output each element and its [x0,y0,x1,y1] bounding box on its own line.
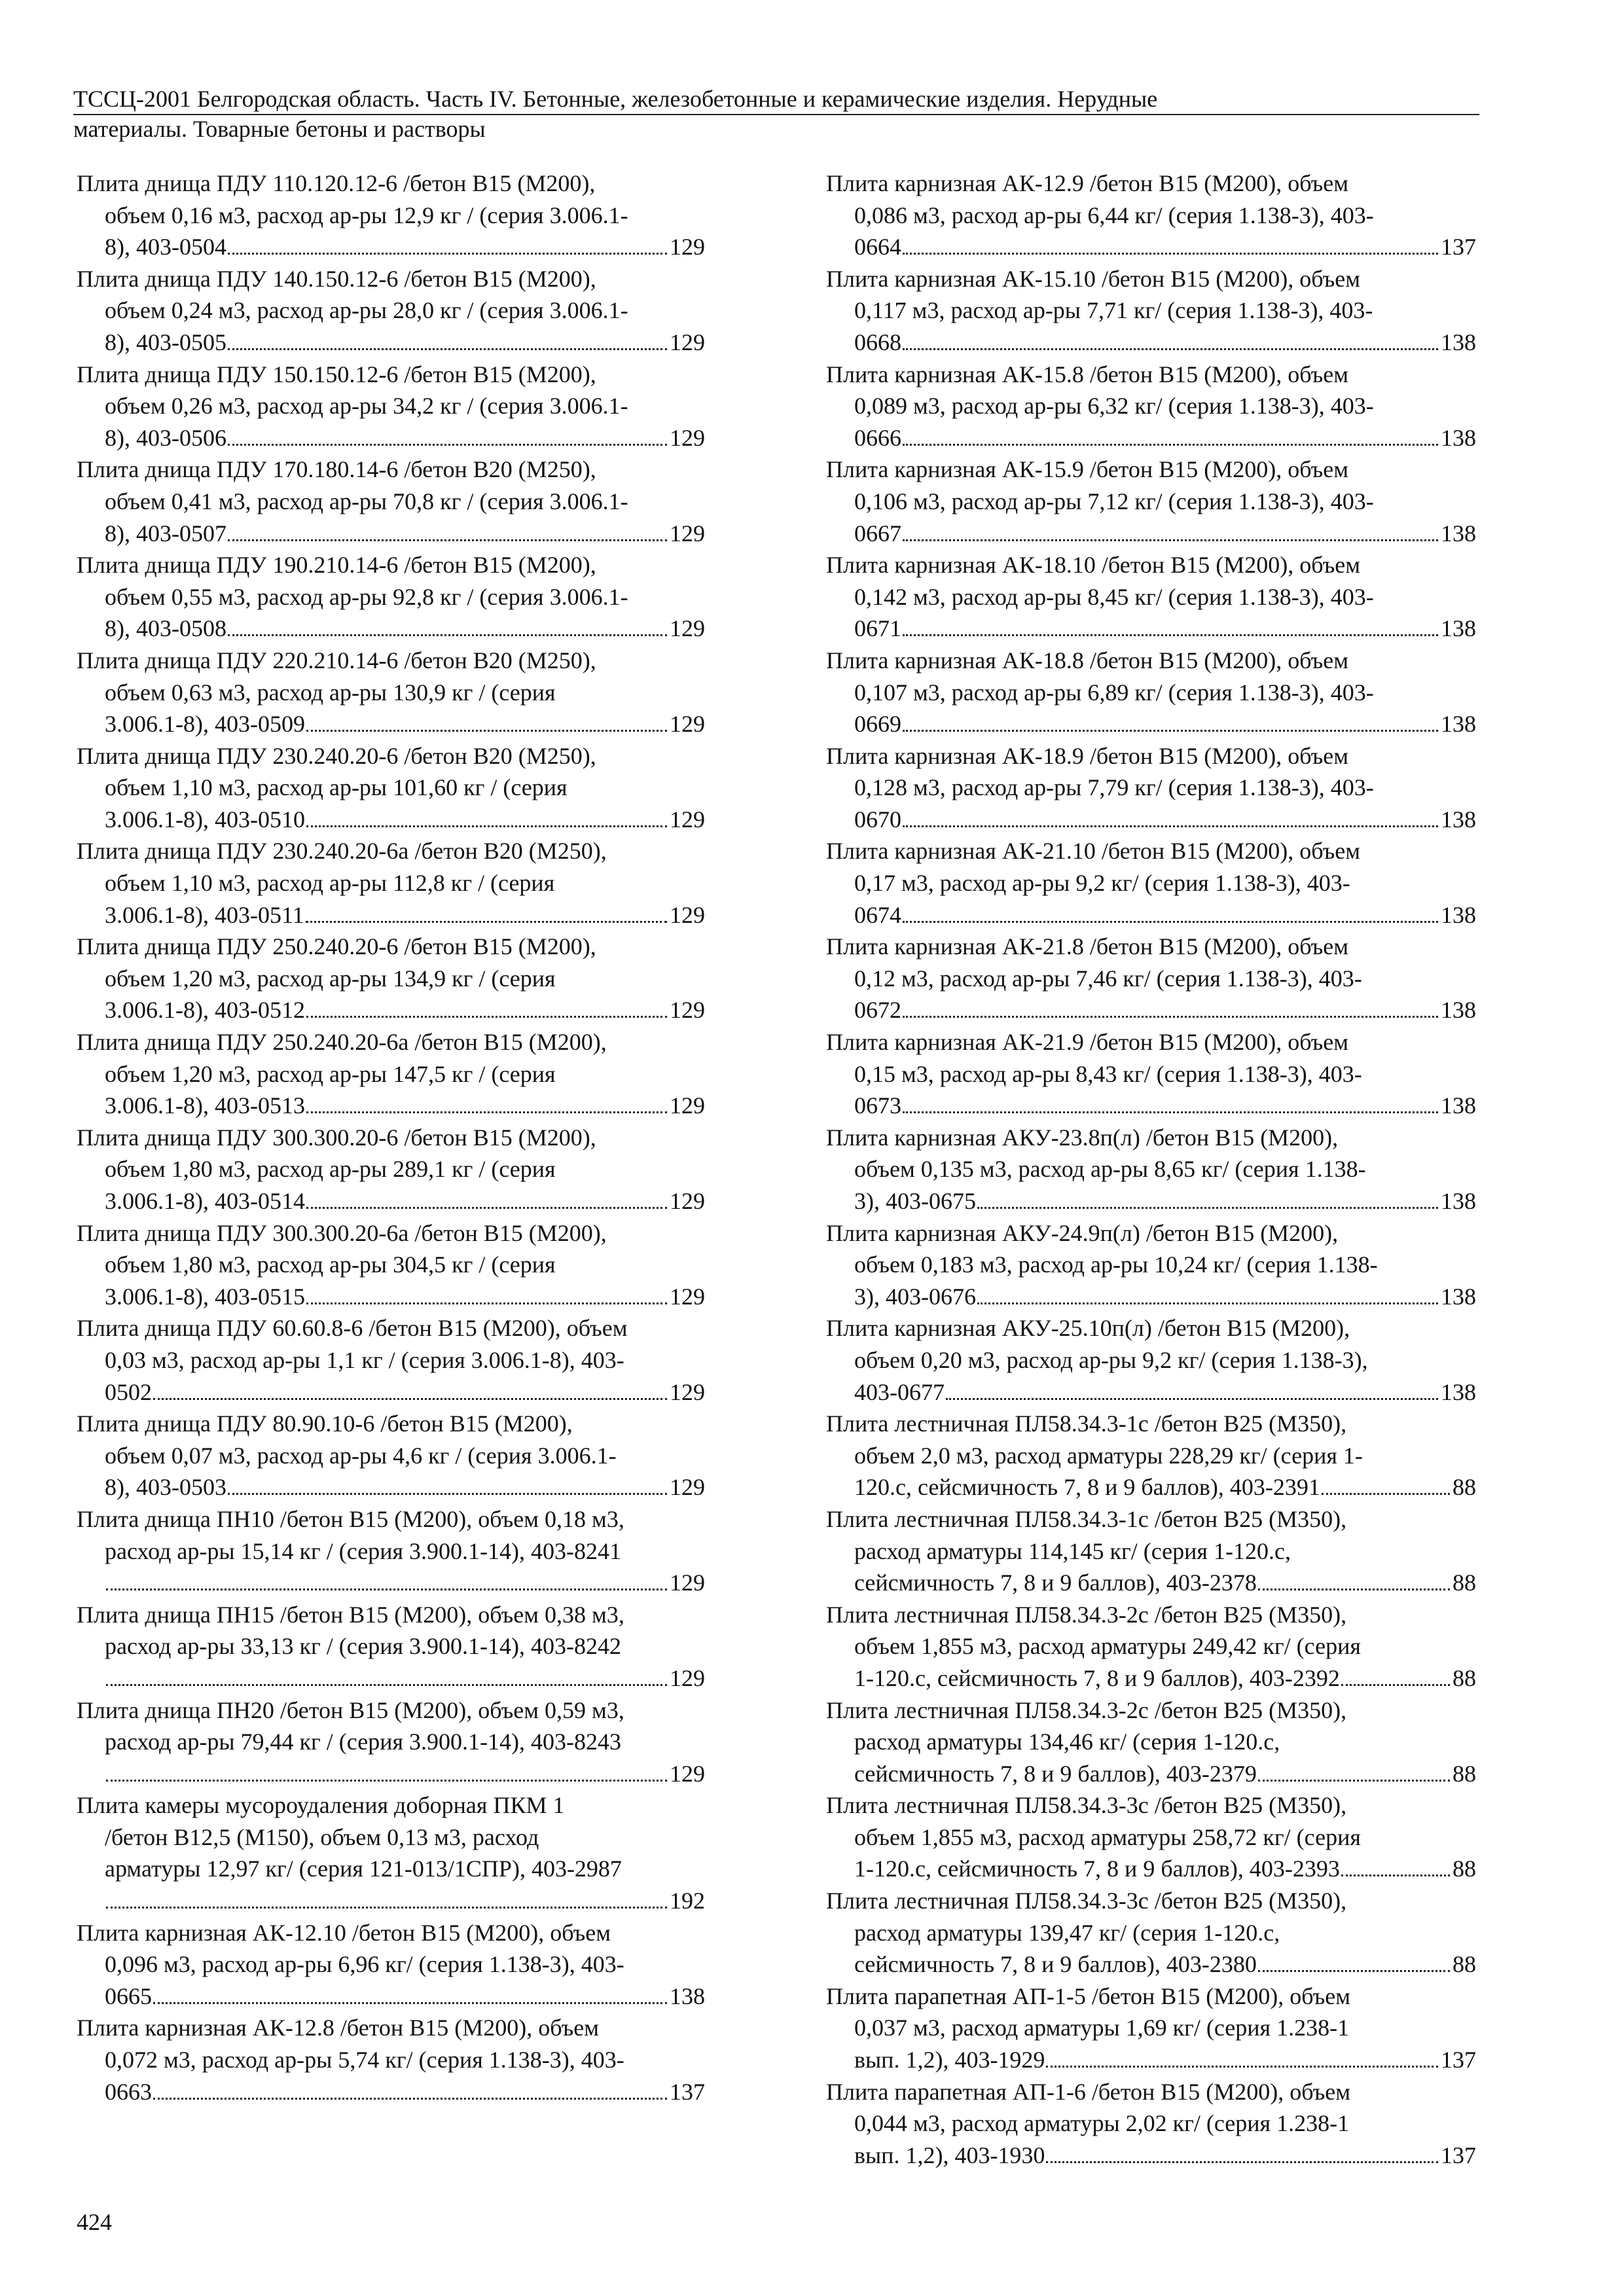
entry-line: объем 1,10 м3, расход ар-ры 112,8 кг / (серия [105,870,555,897]
entry-page-ref: 138 [1441,711,1476,738]
entry-line: Плита днища ПДУ 250.240.20-6 /бетон В15 (М200), [77,933,596,960]
entry-line: Плита днища ПН15 /бетон В15 (М200), объем 0,38 м3, [77,1601,624,1628]
dot-leader [1258,1780,1450,1782]
dot-leader [903,634,1438,636]
index-entry [77,1917,705,2013]
entry-line: объем 0,26 м3, расход ар-ры 34,2 кг / (серия 3.006.1- [105,393,628,420]
index-entry [826,168,1476,263]
entry-tail [854,1853,1476,1885]
index-entry [826,1503,1476,1599]
entry-tail [854,613,1476,645]
entry-page-ref: 138 [1441,520,1476,547]
entry-tail [105,1471,705,1503]
entry-tail-text: 3.006.1-8), 403-0511 [105,901,304,928]
index-entry [826,1981,1476,2076]
entry-tail-text: 3.006.1-8), 403-0513 [105,1092,305,1119]
entry-page-ref: 192 [670,1888,705,1914]
entry-page-ref: 129 [670,520,705,547]
entry-line: объем 0,135 м3, расход ар-ры 8,65 кг/ (серия 1.138- [854,1156,1366,1183]
dot-leader [228,539,667,541]
entry-tail-text: 3.006.1-8), 403-0510 [105,806,305,833]
entry-tail-text: 3), 403-0676 [854,1283,976,1310]
entry-page-ref: 138 [1441,329,1476,355]
entry-tail-text: 8), 403-0505 [105,329,226,355]
dot-leader [306,921,667,923]
entry-page-ref: 138 [1441,615,1476,642]
entry-page-ref: 129 [670,329,705,355]
entry-tail [854,1090,1476,1122]
entry-line: расход ар-ры 15,14 кг / (серия 3.900.1-14), 403-8241 [105,1537,621,1564]
index-entry [826,1026,1476,1122]
entry-tail-text: вып. 1,2), 403-1930 [854,2142,1045,2168]
entry-line: Плита днища ПДУ 110.120.12-6 /бетон В15 (М200), [77,170,596,196]
index-entry [826,1217,1476,1313]
entry-line: объем 1,20 м3, расход ар-ры 147,5 кг / (серия [105,1060,556,1087]
dot-leader [153,1398,667,1400]
index-entry [77,835,705,931]
entry-tail [105,231,705,263]
entry-line: расход ар-ры 79,44 кг / (серия 3.900.1-14), 403-8243 [105,1729,621,1755]
entry-tail [105,2076,705,2108]
index-entry [826,645,1476,740]
entry-line: Плита лестничная ПЛ58.34.3-3с /бетон В25 (М350), [826,1888,1347,1914]
dot-leader [306,1302,667,1304]
entry-page-ref: 129 [670,1474,705,1501]
index-entry [77,740,705,836]
dot-leader [228,1493,667,1495]
index-entry [826,1122,1476,1217]
entry-tail-text: 3), 403-0675 [854,1188,976,1214]
entry-tail-text: 3.006.1-8), 403-0512 [105,997,305,1024]
index-entry [826,931,1476,1026]
entry-line: объем 0,41 м3, расход ар-ры 70,8 кг / (серия 3.006.1- [105,488,628,514]
entry-page-ref: 129 [670,1664,705,1691]
entry-line: Плита карнизная АК-21.9 /бетон В15 (М200), объем [826,1029,1348,1056]
dot-leader [1046,2066,1438,2068]
entry-tail [105,422,705,454]
entry-tail-text: 0672 [854,997,901,1024]
entry-tail [105,518,705,550]
entry-line: Плита днища ПДУ 190.210.14-6 /бетон В15 (М200), [77,552,596,579]
entry-page-ref: 129 [670,1378,705,1405]
index-entry [77,645,705,740]
entry-tail [105,1662,705,1695]
index-entry [826,1789,1476,1885]
entry-page-ref: 129 [670,234,705,260]
entry-line: Плита карнизная АКУ-25.10п(л) /бетон В15 (М200), [826,1315,1350,1342]
index-entry [77,1408,705,1503]
entry-tail [105,899,705,931]
dot-leader [1258,1588,1450,1590]
index-entry [826,1408,1476,1503]
entry-line: объем 0,24 м3, расход ар-ры 28,0 кг / (серия 3.006.1- [105,297,628,324]
entry-line: Плита днища ПДУ 170.180.14-6 /бетон В20 (М250), [77,456,596,483]
entry-page-ref: 88 [1453,1474,1476,1501]
dot-leader [1322,1493,1450,1495]
entry-line: Плита камеры мусороудаления доборная ПКМ 1 [77,1792,565,1819]
entry-tail [105,613,705,645]
entry-tail [854,1281,1476,1313]
entry-line: 0,15 м3, расход ар-ры 8,43 кг/ (серия 1.138-3), 403- [854,1060,1362,1087]
entry-tail-text: 0664 [854,234,901,260]
entry-tail [854,1662,1476,1695]
entry-line: Плита карнизная АК-21.10 /бетон В15 (М200), объем [826,838,1360,865]
dot-leader [903,1016,1438,1018]
entry-tail-text: 0667 [854,520,901,547]
dot-leader [306,1207,667,1209]
entry-page-ref: 129 [670,1092,705,1119]
entry-line: Плита карнизная АКУ-23.8п(л) /бетон В15 (М200), [826,1124,1339,1151]
entry-line: 0,072 м3, расход ар-ры 5,74 кг/ (серия 1.138-3), 403- [105,2047,624,2073]
entry-page-ref: 138 [1441,424,1476,451]
entry-tail-text: 0502 [105,1378,152,1405]
dot-leader [903,730,1438,732]
dot-leader [903,253,1438,255]
index-column-right [826,168,1476,2171]
entry-line: 0,037 м3, расход арматуры 1,69 кг/ (серия 1.238-1 [854,2015,1350,2041]
index-entry [77,359,705,454]
dot-leader [903,539,1438,541]
entry-tail [105,708,705,740]
entry-page-ref: 138 [670,1982,705,2009]
entry-page-ref: 129 [670,1188,705,1214]
index-entry [77,1217,705,1313]
entry-page-ref: 138 [1441,1092,1476,1119]
entry-tail-text: 8), 403-0507 [105,520,226,547]
entry-line: объем 0,20 м3, расход ар-ры 9,2 кг/ (серия 1.138-3), [854,1346,1368,1373]
entry-tail [854,804,1476,836]
entry-tail [854,422,1476,454]
index-entry [826,549,1476,645]
entry-tail-text: 0665 [105,1982,152,2009]
entry-tail-text: 1-120.с, сейсмичность 7, 8 и 9 баллов), 403-2392 [854,1664,1340,1691]
dot-leader [306,730,667,732]
entry-tail [105,1758,705,1790]
entry-tail-text: 0666 [854,424,901,451]
dot-leader [903,348,1438,350]
entry-line: объем 1,855 м3, расход арматуры 258,72 кг/ (серия [854,1823,1361,1850]
index-entry [826,1695,1476,1790]
index-entry [77,454,705,549]
dot-leader [946,1398,1438,1400]
dot-leader [228,348,667,350]
entry-tail [105,1885,705,1917]
index-entry [826,1599,1476,1695]
index-column-left [77,168,705,2108]
entry-page-ref: 88 [1453,1856,1476,1882]
entry-line: Плита днища ПДУ 150.150.12-6 /бетон В15 (М200), [77,361,596,387]
entry-tail-text: 120.с, сейсмичность 7, 8 и 9 баллов), 403-2391 [854,1474,1320,1501]
entry-line: объем 2,0 м3, расход арматуры 228,29 кг/ (серия 1- [854,1442,1363,1469]
entry-line: расход арматуры 139,47 кг/ (серия 1-120.с, [854,1919,1280,1946]
entry-tail [854,2044,1476,2076]
entry-line: Плита карнизная АК-18.8 /бетон В15 (М200), объем [826,647,1348,673]
index-entry [77,2012,705,2108]
dot-leader [903,444,1438,446]
entry-page-ref: 138 [1441,901,1476,928]
entry-tail-text: 8), 403-0508 [105,615,226,642]
entry-line: расход арматуры 134,46 кг/ (серия 1-120.с, [854,1729,1280,1755]
entry-line: Плита карнизная АК-18.10 /бетон В15 (М200), объем [826,552,1360,579]
entry-page-ref: 137 [1441,2142,1476,2168]
entry-line: Плита днища ПДУ 80.90.10-6 /бетон В15 (М200), [77,1410,573,1437]
entry-line: Плита днища ПДУ 230.240.20-6 /бетон В20 (М250), [77,742,596,769]
entry-line: объем 0,183 м3, расход ар-ры 10,24 кг/ (серия 1.138- [854,1251,1378,1278]
entry-tail [854,2140,1476,2172]
entry-page-ref: 88 [1453,1760,1476,1787]
entry-line: Плита карнизная АК-15.8 /бетон В15 (М200), объем [826,361,1348,387]
entry-page-ref: 88 [1453,1664,1476,1691]
entry-line: 0,117 м3, расход ар-ры 7,71 кг/ (серия 1.138-3), 403- [854,297,1373,324]
entry-line: объем 0,63 м3, расход ар-ры 130,9 кг / (серия [105,679,556,706]
entry-line: Плита днища ПДУ 300.300.20-6а /бетон В15 (М200), [77,1219,607,1246]
entry-tail [854,1185,1476,1217]
entry-line: 0,089 м3, расход ар-ры 6,32 кг/ (серия 1.138-3), 403- [854,393,1374,420]
entry-line: объем 1,80 м3, расход ар-ры 304,5 кг / (серия [105,1251,556,1278]
entry-line: Плита парапетная АП-1-5 /бетон В15 (М200), объем [826,1982,1351,2009]
dot-leader [306,825,667,827]
header-rule [73,114,1479,115]
entry-line: 0,17 м3, расход ар-ры 9,2 кг/ (серия 1.138-3), 403- [854,870,1350,897]
page-number: 424 [77,2209,112,2235]
index-entry [77,168,705,263]
entry-line: Плита днища ПДУ 250.240.20-6а /бетон В15 (М200), [77,1029,607,1056]
dot-leader [903,825,1438,827]
entry-line: Плита лестничная ПЛ58.34.3-1с /бетон В25 (М350), [826,1505,1347,1532]
entry-tail [105,1185,705,1217]
entry-line: Плита днища ПДУ 60.60.8-6 /бетон В15 (М200), объем [77,1315,628,1342]
index-entry [77,1026,705,1122]
index-entry [77,1503,705,1599]
entry-tail [105,1567,705,1599]
entry-line: расход арматуры 114,145 кг/ (серия 1-120.с, [854,1537,1291,1564]
header-line-2: материалы. Товарные бетоны и растворы [73,116,486,142]
entry-tail [854,1948,1476,1981]
entry-tail-text: 0673 [854,1092,901,1119]
entry-line: объем 0,55 м3, расход ар-ры 92,8 кг / (серия 3.006.1- [105,583,628,610]
entry-tail-text: 1-120.с, сейсмичность 7, 8 и 9 баллов), 403-2393 [854,1856,1340,1882]
entry-tail [854,231,1476,263]
entry-page-ref: 138 [1441,1378,1476,1405]
entry-tail-text: 8), 403-0506 [105,424,226,451]
entry-tail [854,994,1476,1026]
dot-leader [903,921,1438,923]
entry-line: Плита днища ПДУ 230.240.20-6а /бетон В20 (М250), [77,838,607,865]
entry-line: Плита карнизная АКУ-24.9п(л) /бетон В15 (М200), [826,1219,1339,1246]
entry-page-ref: 88 [1453,1570,1476,1596]
dot-leader [106,1907,667,1909]
entry-page-ref: 137 [1441,2047,1476,2073]
entry-page-ref: 137 [1441,234,1476,260]
entry-tail [105,1090,705,1122]
entry-line: расход ар-ры 33,13 кг / (серия 3.900.1-14), 403-8242 [105,1633,621,1660]
entry-line: Плита днища ПН10 /бетон В15 (М200), объем 0,18 м3, [77,1505,624,1532]
entry-line: объем 1,855 м3, расход арматуры 249,42 кг/ (серия [854,1633,1361,1660]
entry-line: Плита карнизная АК-18.9 /бетон В15 (М200), объем [826,742,1348,769]
index-entry [77,1122,705,1217]
entry-tail-text: 0671 [854,615,901,642]
dot-leader [306,1111,667,1113]
index-entry [77,1312,705,1408]
entry-page-ref: 129 [670,806,705,833]
entry-line: арматуры 12,97 кг/ (серия 121-013/1СПР), 403-2987 [105,1856,622,1882]
index-entry [77,1599,705,1695]
entry-line: 0,044 м3, расход арматуры 2,02 кг/ (серия 1.238-1 [854,2110,1350,2137]
entry-tail-text: 8), 403-0504 [105,234,226,260]
entry-tail-text: 3.006.1-8), 403-0514 [105,1188,305,1214]
entry-line: Плита лестничная ПЛ58.34.3-3с /бетон В25 (М350), [826,1792,1347,1819]
entry-page-ref: 138 [1441,1283,1476,1310]
entry-tail-text: сейсмичность 7, 8 и 9 баллов), 403-2379 [854,1760,1257,1787]
entry-line: Плита лестничная ПЛ58.34.3-2с /бетон В25 (М350), [826,1696,1347,1723]
index-entry [826,2076,1476,2172]
entry-line: 0,03 м3, расход ар-ры 1,1 кг / (серия 3.006.1-8), 403- [105,1346,624,1373]
dot-leader [153,2098,667,2100]
entry-tail-text: 3.006.1-8), 403-0509 [105,711,305,738]
entry-tail [854,1471,1476,1503]
entry-tail [105,1281,705,1313]
entry-line: Плита карнизная АК-12.9 /бетон В15 (М200), объем [826,170,1348,196]
entry-tail-text: 0670 [854,806,901,833]
entry-line: Плита карнизная АК-15.9 /бетон В15 (М200), объем [826,456,1348,483]
entry-line: объем 0,07 м3, расход ар-ры 4,6 кг / (серия 3.006.1- [105,1442,617,1469]
entry-page-ref: 129 [670,424,705,451]
index-entry [826,263,1476,359]
entry-tail-text: 0668 [854,329,901,355]
index-entry [77,931,705,1026]
index-entry [826,1885,1476,1981]
index-entry [77,1695,705,1790]
entry-tail-text: сейсмичность 7, 8 и 9 баллов), 403-2380 [854,1951,1257,1978]
entry-page-ref: 129 [670,1570,705,1596]
entry-page-ref: 129 [670,997,705,1024]
entry-tail [854,1758,1476,1790]
entry-line: Плита лестничная ПЛ58.34.3-1с /бетон В25 (М350), [826,1410,1347,1437]
header-line-1: ТССЦ-2001 Белгородская область. Часть IV. Бетонные, железобетонные и керамические изделия. Нерудные [73,86,1158,112]
dot-leader [153,2002,667,2004]
entry-page-ref: 138 [1441,997,1476,1024]
dot-leader [977,1302,1438,1304]
entry-tail [105,327,705,359]
entry-tail-text: 0669 [854,711,901,738]
entry-line: Плита днища ПДУ 140.150.12-6 /бетон В15 (М200), [77,265,596,292]
dot-leader [903,1111,1438,1113]
dot-leader [228,444,667,446]
index-entry [826,359,1476,454]
entry-tail-text: 0663 [105,2078,152,2105]
index-entry [826,454,1476,549]
entry-page-ref: 138 [1441,1188,1476,1214]
dot-leader [106,1684,667,1686]
index-entry [826,740,1476,836]
entry-tail [854,708,1476,740]
dot-leader [306,1016,667,1018]
dot-leader [228,634,667,636]
dot-leader [1341,1684,1450,1686]
entry-line: Плита днища ПДУ 220.210.14-6 /бетон В20 (М250), [77,647,596,673]
entry-tail-text: 3.006.1-8), 403-0515 [105,1283,305,1310]
entry-tail-text: 403-0677 [854,1378,945,1405]
entry-tail-text: вып. 1,2), 403-1929 [854,2047,1045,2073]
entry-tail-text: 8), 403-0503 [105,1474,226,1501]
entry-line: объем 1,10 м3, расход ар-ры 101,60 кг / (серия [105,774,568,801]
entry-line: 0,086 м3, расход ар-ры 6,44 кг/ (серия 1.138-3), 403- [854,202,1374,228]
dot-leader [1341,1874,1450,1876]
entry-tail [854,899,1476,931]
entry-tail [854,1376,1476,1408]
entry-page-ref: 129 [670,615,705,642]
entry-line: 0,142 м3, расход ар-ры 8,45 кг/ (серия 1.138-3), 403- [854,583,1374,610]
entry-tail [854,327,1476,359]
entry-page-ref: 129 [670,901,705,928]
entry-line: Плита карнизная АК-12.10 /бетон В15 (М200), объем [77,1919,611,1946]
entry-tail [105,1376,705,1408]
entry-line: Плита лестничная ПЛ58.34.3-2с /бетон В25 (М350), [826,1601,1347,1628]
entry-line: 0,12 м3, расход ар-ры 7,46 кг/ (серия 1.138-3), 403- [854,965,1362,992]
entry-line: 0,096 м3, расход ар-ры 6,96 кг/ (серия 1.138-3), 403- [105,1951,624,1978]
dot-leader [1046,2161,1438,2163]
index-entry [826,1312,1476,1408]
entry-line: Плита карнизная АК-12.8 /бетон В15 (М200), объем [77,2015,599,2041]
entry-page-ref: 88 [1453,1951,1476,1978]
entry-line: 0,128 м3, расход ар-ры 7,79 кг/ (серия 1.138-3), 403- [854,774,1374,801]
entry-page-ref: 137 [670,2078,705,2105]
entry-line: Плита парапетная АП-1-6 /бетон В15 (М200), объем [826,2078,1351,2105]
entry-line: /бетон В12,5 (М150), объем 0,13 м3, расход [105,1823,539,1850]
entry-line: объем 1,20 м3, расход ар-ры 134,9 кг / (серия [105,965,556,992]
entry-page-ref: 138 [1441,806,1476,833]
entry-page-ref: 129 [670,1760,705,1787]
entry-page-ref: 129 [670,711,705,738]
entry-line: Плита днища ПДУ 300.300.20-6 /бетон В15 (М200), [77,1124,596,1151]
entry-tail [105,1981,705,2013]
entry-page-ref: 129 [670,1283,705,1310]
dot-leader [106,1588,667,1590]
entry-tail [105,994,705,1026]
index-entry [77,549,705,645]
index-entry [77,1789,705,1916]
dot-leader [228,253,667,255]
dot-leader [1258,1970,1450,1972]
entry-tail [854,1567,1476,1599]
dot-leader [106,1780,667,1782]
dot-leader [977,1207,1438,1209]
entry-tail [105,804,705,836]
index-entry [826,835,1476,931]
entry-line: объем 1,80 м3, расход ар-ры 289,1 кг / (серия [105,1156,556,1183]
entry-line: Плита днища ПН20 /бетон В15 (М200), объем 0,59 м3, [77,1696,624,1723]
entry-line: объем 0,16 м3, расход ар-ры 12,9 кг / (серия 3.006.1- [105,202,628,228]
running-header [73,84,1479,144]
entry-tail [854,518,1476,550]
entry-line: Плита карнизная АК-21.8 /бетон В15 (М200), объем [826,933,1348,960]
entry-line: 0,106 м3, расход ар-ры 7,12 кг/ (серия 1.138-3), 403- [854,488,1374,514]
entry-tail-text: 0674 [854,901,901,928]
index-entry [77,263,705,359]
entry-line: Плита карнизная АК-15.10 /бетон В15 (М200), объем [826,265,1360,292]
entry-line: 0,107 м3, расход ар-ры 6,89 кг/ (серия 1.138-3), 403- [854,679,1374,706]
entry-tail-text: сейсмичность 7, 8 и 9 баллов), 403-2378 [854,1570,1257,1596]
